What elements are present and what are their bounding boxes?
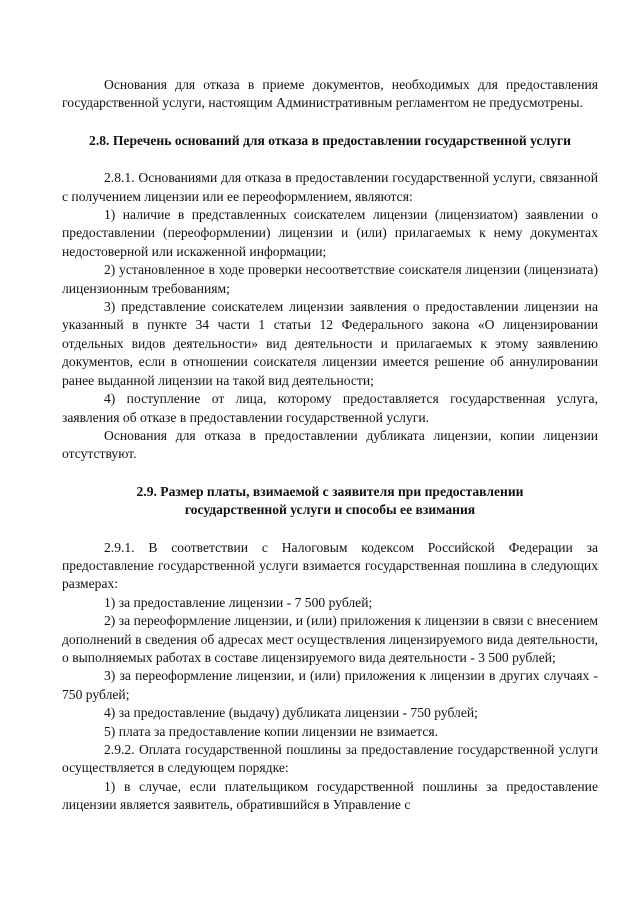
paragraph-duplicate-note: Основания для отказа в предоставлении дубликата лицензии, копии лицензии отсутствуют. — [62, 427, 598, 462]
list-item-2-9-1-5: 5) плата за предоставление копии лицензии не взимается. — [104, 723, 439, 739]
list-item-2-9-1-4: 4) за предоставление (выдачу) дубликата лицензии - 750 рублей; — [104, 705, 478, 721]
list-item-2-9-1-1: 1) за предоставление лицензии - 7 500 рублей; — [104, 594, 373, 610]
list-item-2-9-1-3: 3) за переоформление лицензии, и (или) приложения к лицензии в других случаях - 750 рублей; — [62, 668, 598, 702]
section-heading-2-9: 2.9. Размер платы, взимаемой с заявителя при предоставлении государственной услуги и способы ее взимания — [136, 483, 524, 518]
paragraph-2-9-2: 2.9.2. Оплата государственной пошлины за предоставление государственной услуги осуществляется в следующем порядке: — [62, 742, 598, 776]
list-item-2-8-1-1: 1) наличие в представленных соискателем лицензии (лицензиатом) заявлении о предоставлении (переоформлении) лицензии и (или) прилагаемых к нему документах недостоверной или искаженной информации; — [62, 207, 598, 259]
list-item-2-8-1-4: 4) поступление от лица, которому предоставляется государственная услуга, заявления об отказе в предоставлении государственной услуги. — [62, 391, 598, 425]
list-item-2-8-1-2: 2) установленное в ходе проверки несоответствие соискателя лицензии (лицензиата) лицензионным требованиям; — [62, 262, 598, 296]
paragraph-2-9-1: 2.9.1. В соответствии с Налоговым кодексом Российской Федерации за предоставление государственной услуги взимается государственная пошлина в следующих размерах: — [62, 539, 598, 592]
list-item-2-9-2-1: 1) в случае, если плательщиком государственной пошлины за предоставление лицензии является заявитель, обратившийся в Управление с — [62, 778, 598, 813]
paragraph-2-8-1: 2.8.1. Основаниями для отказа в предоставлении государственной услуги, связанной с получением лицензии или ее переоформлением, являются: — [62, 170, 598, 204]
section-heading-2-8: 2.8. Перечень оснований для отказа в предоставлении государственной услуги — [89, 132, 571, 148]
list-item-2-9-1-2: 2) за переоформление лицензии, и (или) приложения к лицензии в связи с внесением дополнений в сведения об адресах мест осуществления лицензируемого вида деятельности, о выполняемых работах в составе лицензируемого вида деятельности - 3 500 рублей; — [62, 613, 598, 665]
paragraph-intro: Основания для отказа в приеме документов, необходимых для предоставления государственной услуги, настоящим Административным регламентом не предусмотрены. — [62, 77, 598, 111]
list-item-2-8-1-3: 3) представление соискателем лицензии заявления о предоставлении лицензии на указанный в пункте 34 части 1 статьи 12 Федерального закона «О лицензировании отдельных видов деятельности» вид деятельности и прилагаемых к этому заявлению документов, если в отношении соискателя лицензии имеется решение об аннулировании ранее выданной лицензии на такой вид деятельности; — [62, 299, 598, 388]
